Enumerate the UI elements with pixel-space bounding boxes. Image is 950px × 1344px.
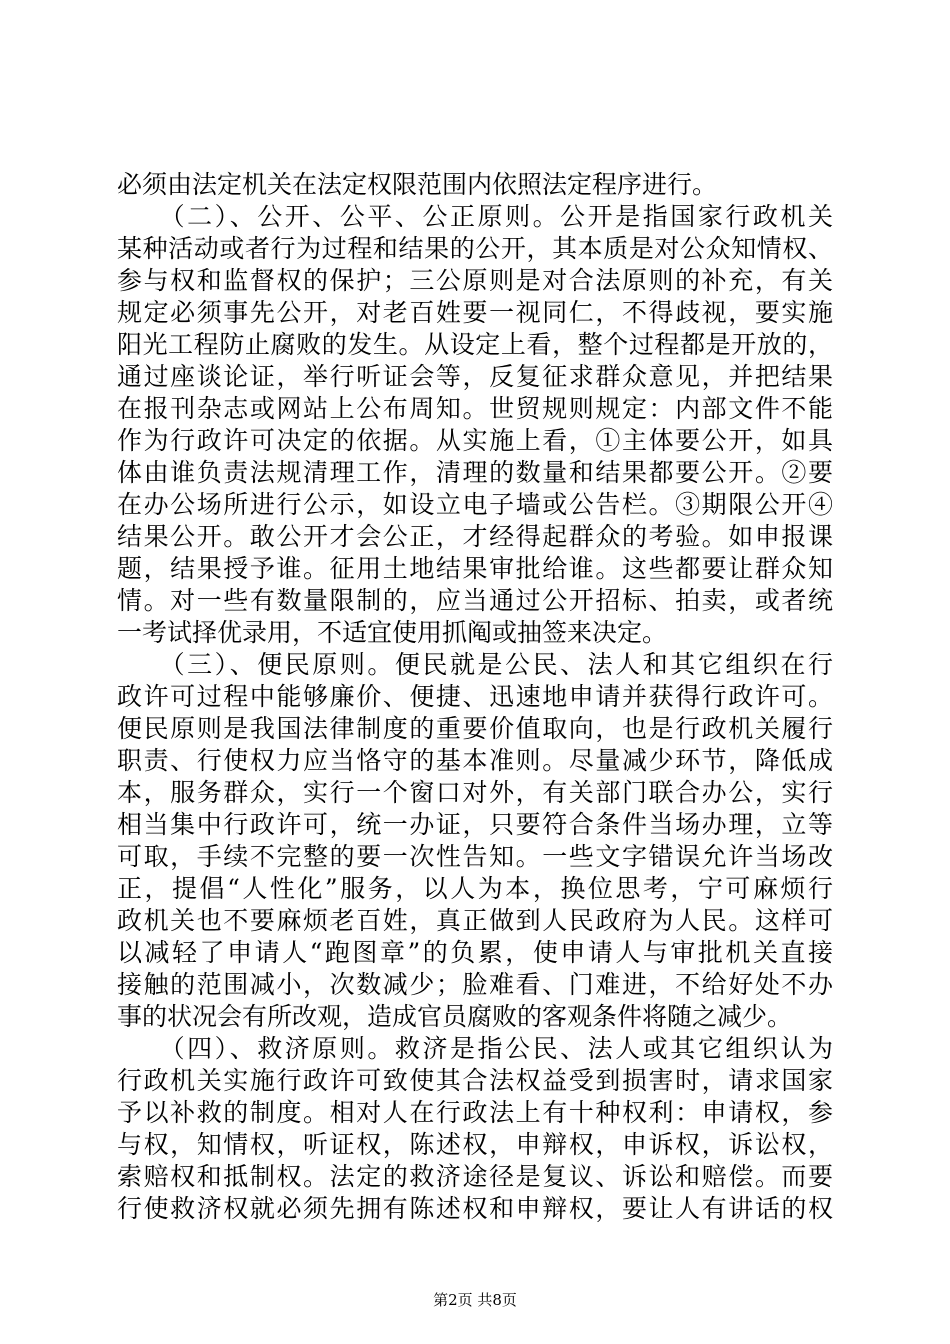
text-line: 接触的范围减小，次数减少；脸难看、门难进，不给好处不办 [117, 970, 833, 999]
text-line: 政机关也不要麻烦老百姓，真正做到人民政府为人民。这样可 [117, 906, 833, 935]
text-line: 行政机关实施行政许可致使其合法权益受到损害时，请求国家 [117, 1066, 833, 1095]
page-footer: 第2页 共8页 [433, 1291, 517, 1309]
text-line: 结果公开。敢公开才会公正，才经得起群众的考验。如申报课 [117, 522, 833, 551]
text-line: 某种活动或者行为过程和结果的公开，其本质是对公众知情权、 [117, 234, 833, 263]
text-line: 与权，知情权，听证权，陈述权，申辩权，申诉权，诉讼权， [117, 1130, 833, 1159]
text-line: 题，结果授予谁。征用土地结果审批给谁。这些都要让群众知 [117, 554, 833, 583]
text-line: 情。对一些有数量限制的，应当通过公开招标、拍卖，或者统 [117, 586, 833, 615]
text-line: 一考试择优录用，不适宜使用抓阄或抽签来决定。 [117, 618, 668, 647]
text-line: 事的状况会有所改观，造成官员腐败的客观条件将随之减少。 [117, 1002, 793, 1031]
text-line: 必须由法定机关在法定权限范围内依照法定程序进行。 [117, 170, 718, 199]
text-line: 参与权和监督权的保护；三公原则是对合法原则的补充，有关 [117, 266, 833, 295]
document-body [117, 169, 833, 1225]
text-line: 予以补救的制度。相对人在行政法上有十种权利：申请权，参 [117, 1098, 833, 1127]
text-line: 正，提倡“人性化”服务，以人为本，换位思考，宁可麻烦行 [117, 874, 833, 903]
text-line: 规定必须事先公开，对老百姓要一视同仁，不得歧视，要实施 [117, 298, 833, 327]
text-line: 作为行政许可决定的依据。从实施上看，①主体要公开，如具 [117, 426, 833, 455]
text-line: 本，服务群众，实行一个窗口对外，有关部门联合办公，实行 [117, 778, 833, 807]
text-line: （三）、便民原则。便民就是公民、法人和其它组织在行 [117, 650, 833, 679]
text-line: 索赔权和抵制权。法定的救济途径是复议、诉讼和赔偿。而要 [117, 1162, 833, 1191]
text-line: 通过座谈论证，举行听证会等，反复征求群众意见，并把结果 [117, 362, 833, 391]
text-line: 职责、行使权力应当恪守的基本准则。尽量减少环节，降低成 [117, 746, 833, 775]
text-line: 在报刊杂志或网站上公布周知。世贸规则规定：内部文件不能 [117, 394, 833, 423]
text-line: 在办公场所进行公示，如设立电子墙或公告栏。③期限公开④ [117, 490, 833, 519]
text-line: 政许可过程中能够廉价、便捷、迅速地申请并获得行政许可。 [117, 682, 833, 711]
text-line: 阳光工程防止腐败的发生。从设定上看，整个过程都是开放的， [117, 330, 833, 359]
text-line: 行使救济权就必须先拥有陈述权和申辩权，要让人有讲话的权 [117, 1194, 833, 1223]
text-line: 便民原则是我国法律制度的重要价值取向，也是行政机关履行 [117, 714, 833, 743]
text-line: 可取，手续不完整的要一次性告知。一些文字错误允许当场改 [117, 842, 833, 871]
text-line: 相当集中行政许可，统一办证，只要符合条件当场办理，立等 [117, 810, 833, 839]
text-line: （二）、公开、公平、公正原则。公开是指国家行政机关 [117, 202, 833, 231]
text-line: 以减轻了申请人“跑图章”的负累，使申请人与审批机关直接 [117, 938, 833, 967]
text-line: （四）、救济原则。救济是指公民、法人或其它组织认为 [117, 1034, 833, 1063]
text-line: 体由谁负责法规清理工作，清理的数量和结果都要公开。②要 [117, 458, 833, 487]
